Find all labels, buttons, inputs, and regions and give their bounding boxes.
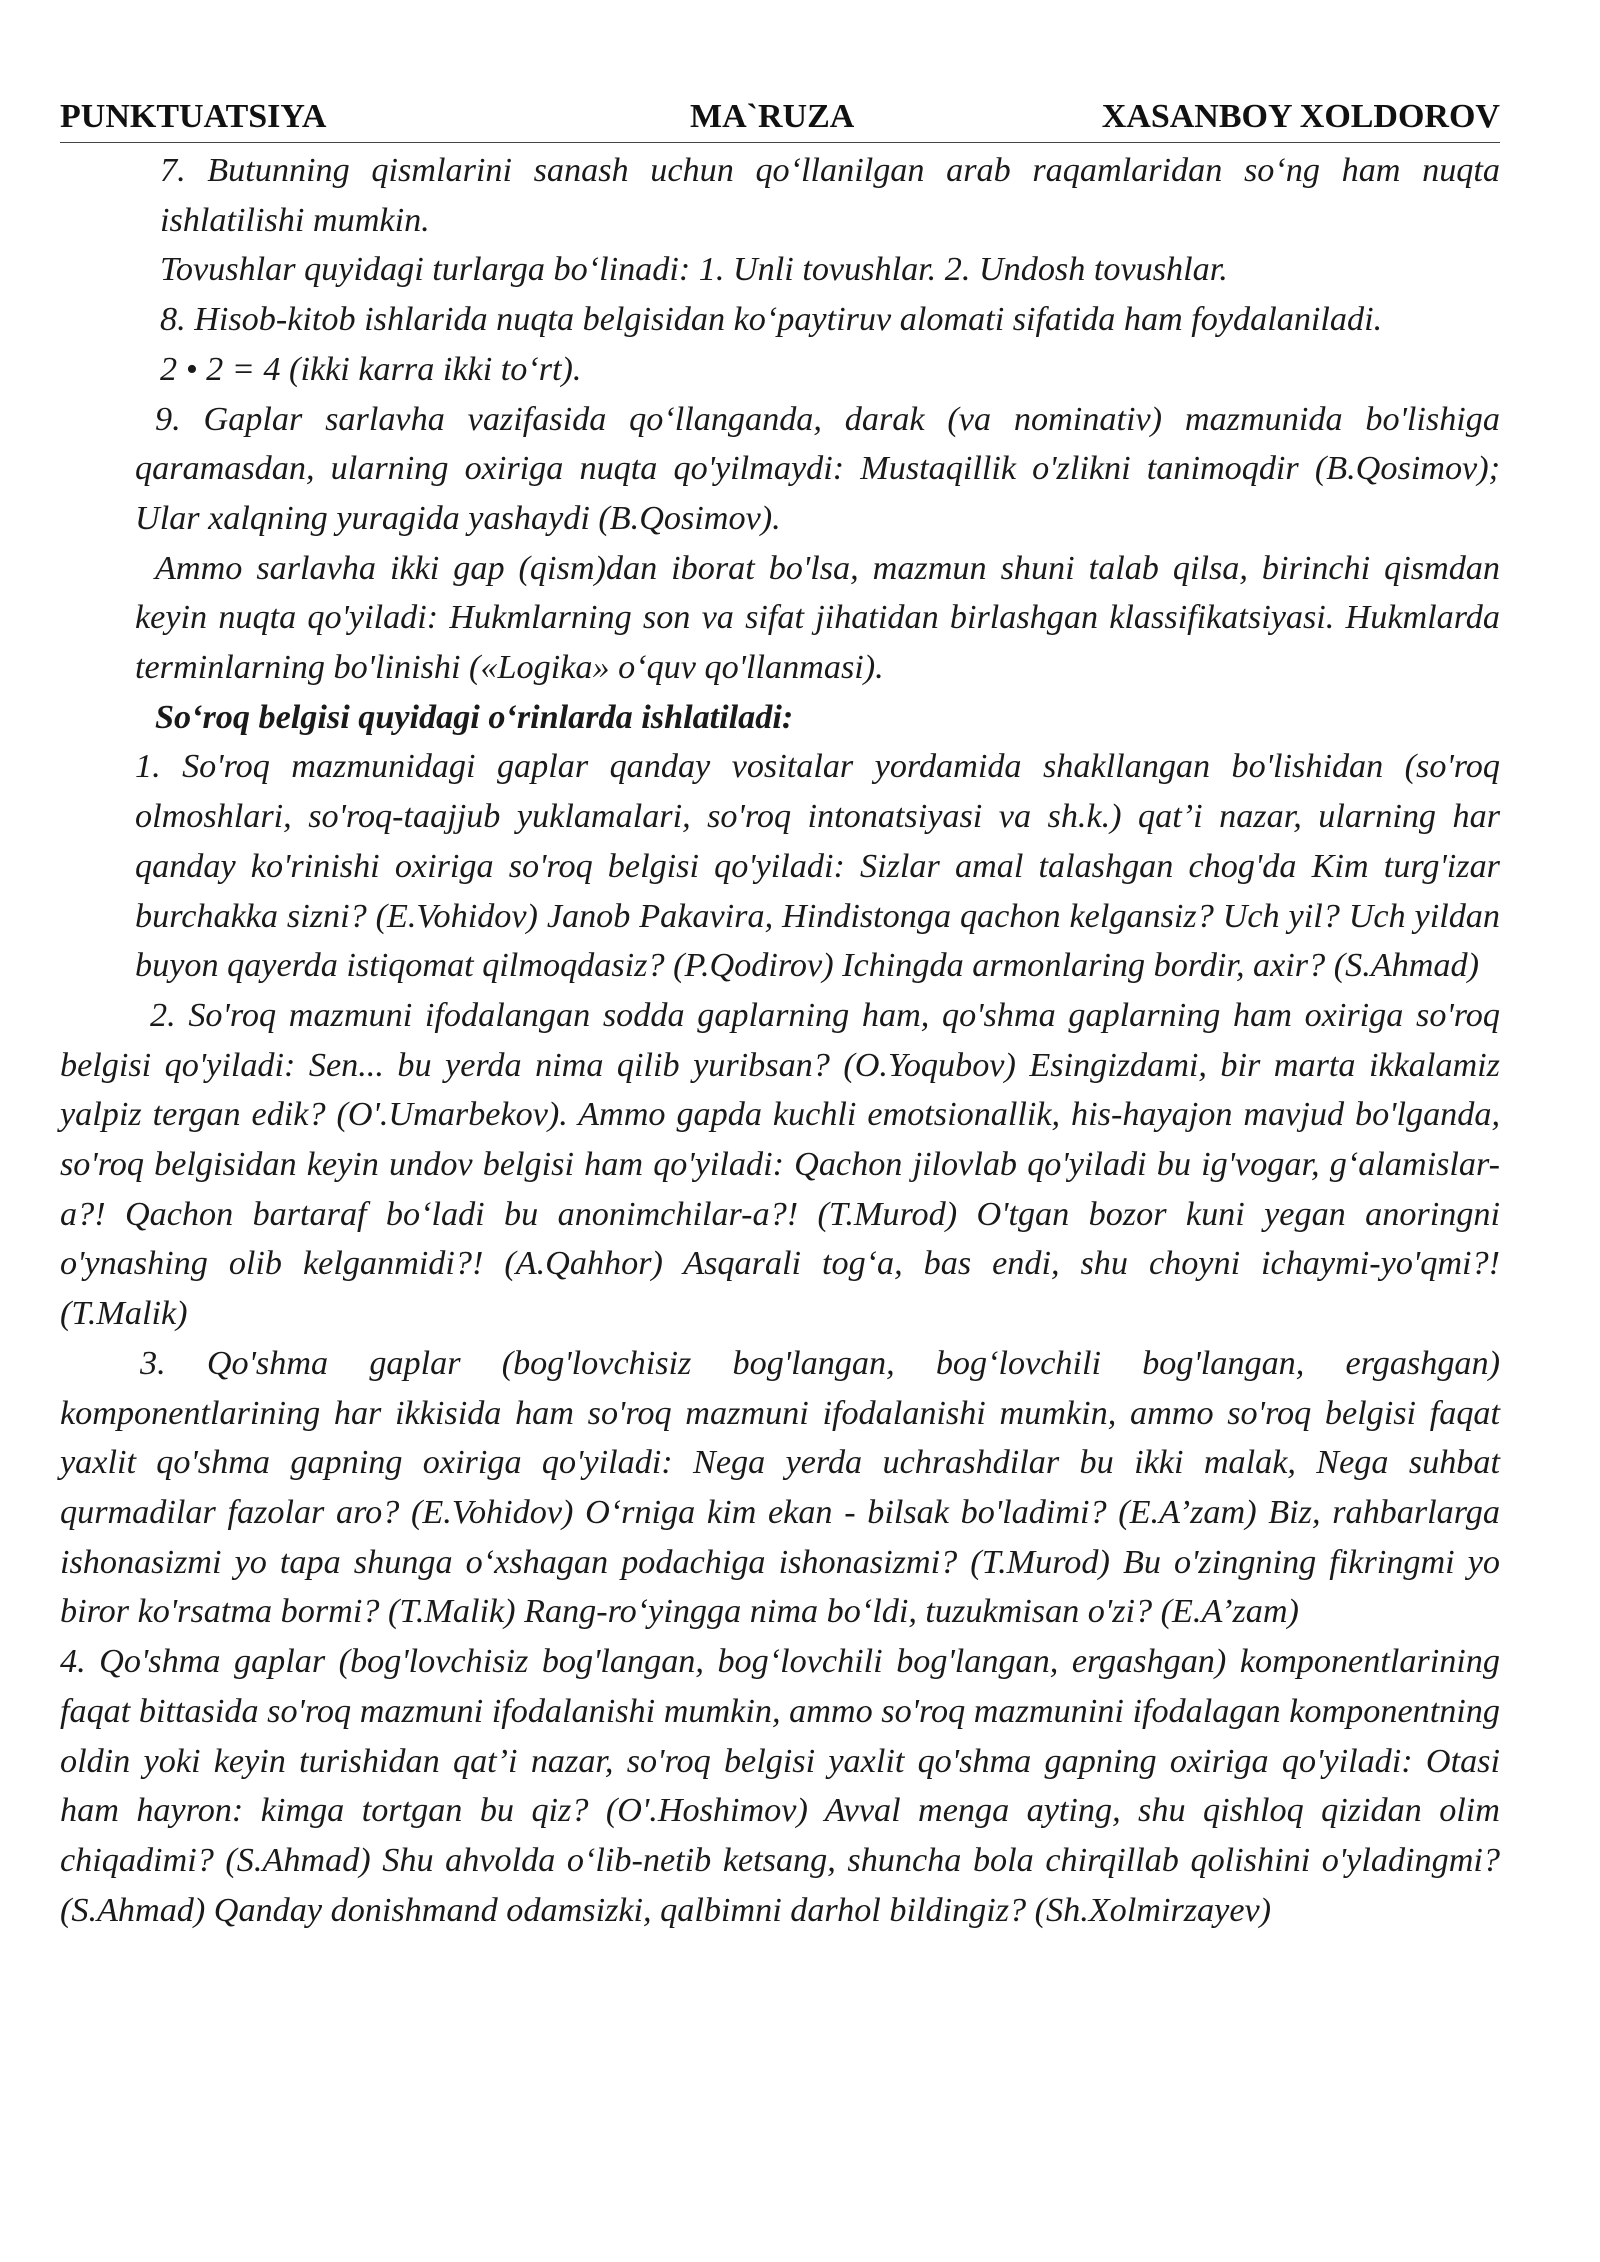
paragraph-7: 7. Butunning qismlarini sanash uchun qo‘llanilgan arab raqamlaridan so‘ng ham nuqta ishlatilishi mumkin. — [160, 152, 1500, 239]
paragraph-question-1: 1. So'roq mazmunidagi gaplar qanday vositalar yordamida shakllangan bo'lishidan (so'roq olmoshlari, so'roq-taajjub yuklamalari, so'roq intonatsiyasi va sh.k.) qat’i nazar, ularning har qanday ko'rinishi oxiriga so'roq belgisi qo'yiladi: Sizlar amal talashgan chog'da Kim turg'izar burchakka sizni? (E.Vohidov) Janob Pakavira, Hindistonga qachon kelgansiz? Uch yil? Uch yildan buyon qayerda istiqomat qilmoqdasiz? (P.Qodirov) Ichingda armonlaring bordir, axir? (S.Ahmad) — [135, 748, 1500, 985]
header-subject: PUNKTUATSIYA — [60, 98, 327, 135]
paragraph-example-math: 2 • 2 = 4 (ikki karra ikki to‘rt). — [160, 350, 582, 388]
paragraph-example-sounds: Tovushlar quyidagi turlarga bo‘linadi: 1. Unli tovushlar. 2. Undosh tovushlar. — [160, 251, 1228, 289]
header-type: MA`RUZA — [690, 98, 855, 135]
paragraph-title-exception: Ammo sarlavha ikki gap (qism)dan iborat bo'lsa, mazmun shuni talab qilsa, birinchi qismdan keyin nuqta qo'yiladi: Hukmlarning son va sifat jihatidan birlashgan klassifikatsiyasi. Hukmlarda terminlarning bo'linishi («Logika» o‘quv qo'llanmasi). — [135, 549, 1500, 687]
page-header — [60, 96, 1500, 143]
document-body — [60, 146, 1500, 1935]
paragraph-8: 8. Hisob-kitob ishlarida nuqta belgisidan ko‘paytiruv alomati sifatida ham foydalaniladi. — [160, 301, 1383, 339]
paragraph-question-3: 3. Qo'shma gaplar (bog'lovchisiz bog'langan, bog‘lovchili bog'langan, ergashgan) komponentlarining har ikkisida ham so'roq mazmuni ifodalanishi mumkin, ammo so'roq belgisi faqat yaxlit qo'shma gapning oxiriga qo'yiladi: Nega yerda uchrashdilar bu ikki malak, Nega suhbat qurmadilar fazolar aro? (E.Vohidov) O‘rniga kim ekan - bilsak bo'ladimi? (E.A’zam) Biz, rahbarlarga ishonasizmi yo tapa shunga o‘xshagan podachiga ishonasizmi? (T.Murod) Bu o'zingning fikringmi yo biror ko'rsatma bormi? (T.Malik) Rang-ro‘yingga nima bo‘ldi, tuzukmisan o'zi? (E.A’zam) — [60, 1344, 1500, 1631]
section-heading: So‘roq belgisi quyidagi o‘rinlarda ishlatiladi: — [155, 698, 794, 736]
paragraph-question-2: 2. So'roq mazmuni ifodalangan sodda gaplarning ham, qo'shma gaplarning ham oxiriga so'roq belgisi qo'yiladi: Sen... bu yerda nima qilib yuribsan? (O.Yoqubov) Esingizdami, bir marta ikkalamiz yalpiz tergan edik? (O'.Umarbekov). Ammo gapda kuchli emotsionallik, his-hayajon mavjud bo'lganda, so'roq belgisidan keyin undov belgisi ham qo'yiladi: Qachon jilovlab qo'yiladi bu ig'vogar, g‘alamislar-a?! Qachon bartaraf bo‘ladi bu anonimchilar-a?! (T.Murod) O'tgan bozor kuni yegan anoringni o'ynashing olib kelganmidi?! (A.Qahhor) Asqarali tog‘a, bas endi, shu choyni ichaymi-yo'qmi?! (T.Malik) — [60, 996, 1500, 1333]
paragraph-9: 9. Gaplar sarlavha vazifasida qo‘llanganda, darak (va nominativ) mazmunida bo'lishiga qaramasdan, ularning oxiriga nuqta qo'yilmaydi: Mustaqillik o'zlikni tanimoqdir (B.Qosimov); Ular xalqning yuragida yashaydi (B.Qosimov). — [135, 400, 1500, 537]
header-author: XASANBOY XOLDOROV — [1101, 98, 1500, 135]
paragraph-question-4: 4. Qo'shma gaplar (bog'lovchisiz bog'langan, bog‘lovchili bog'langan, ergashgan) komponentlarining faqat bittasida so'roq mazmuni ifodalanishi mumkin, ammo so'roq mazmunini ifodalagan komponentning oldin yoki keyin turishidan qat’i nazar, so'roq belgisi yaxlit qo'shma gapning oxiriga qo'yiladi: Otasi ham hayron: kimga tortgan bu qiz? (O'.Hoshimov) Avval menga ayting, shu qishloq qizidan olim chiqadimi? (S.Ahmad) Shu ahvolda o‘lib-netib ketsang, shuncha bola chirqillab qolishini o'yladingmi? (S.Ahmad) Qanday donishmand odamsizki, qalbimni darhol bildingiz? (Sh.Xolmirzayev) — [60, 1643, 1500, 1929]
